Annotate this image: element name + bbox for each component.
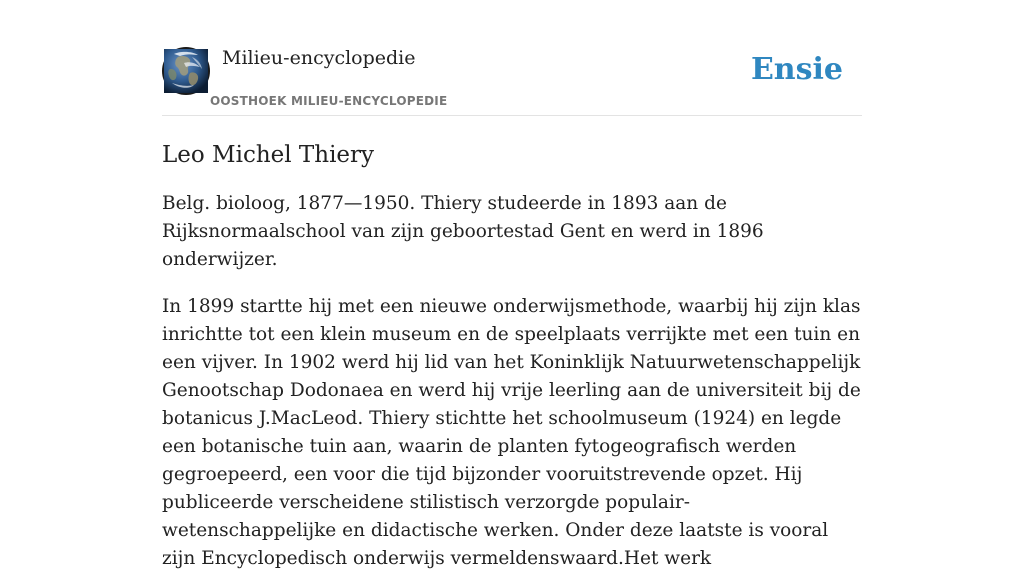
article-title: Leo Michel Thiery xyxy=(162,142,375,168)
ensie-brand-link[interactable]: Ensie xyxy=(750,52,843,87)
earth-globe-graphic xyxy=(164,49,208,93)
article-paragraph: In 1899 startte hij met een nieuwe onderwijsmethode, waarbij hij zijn klas inrichtte tot een klein museum en de speelplaats verrijkte met een tuin en een vijver. In 1902 werd hij lid van het Koninklijk Natuurwetenschappelijk Genootschap Dodonaea en werd hij vrije leerling aan de universiteit bij de botanicus J.MacLeod. Thiery stichtte het schoolmuseum (1924) en legde een botanische tuin aan, waarin de planten fytogeografisch werden gegroepeerd, een voor die tijd bijzonder vooruitstrevende opzet. Hij publiceerde verscheidene stilistisch verzorgde populair-wetenschappelijke en didactische werken. Onder deze laatste is vooral zijn Encyclopedisch onderwijs vermeldenswaard.Het werk xyxy=(162,296,861,569)
article-body xyxy=(162,190,862,573)
site-subtitle: OOSTHOEK MILIEU-ENCYCLOPEDIE xyxy=(210,94,448,108)
earth-globe-icon[interactable] xyxy=(162,47,210,95)
page-container xyxy=(162,0,862,569)
article-paragraph: Belg. bioloog, 1877—1950. Thiery studeerde in 1893 aan de Rijksnormaalschool van zijn geboortestad Gent en werd in 1896 onderwijzer. xyxy=(162,193,764,270)
site-header xyxy=(162,0,862,116)
site-title-link[interactable]: Milieu-encyclopedie xyxy=(222,47,416,69)
